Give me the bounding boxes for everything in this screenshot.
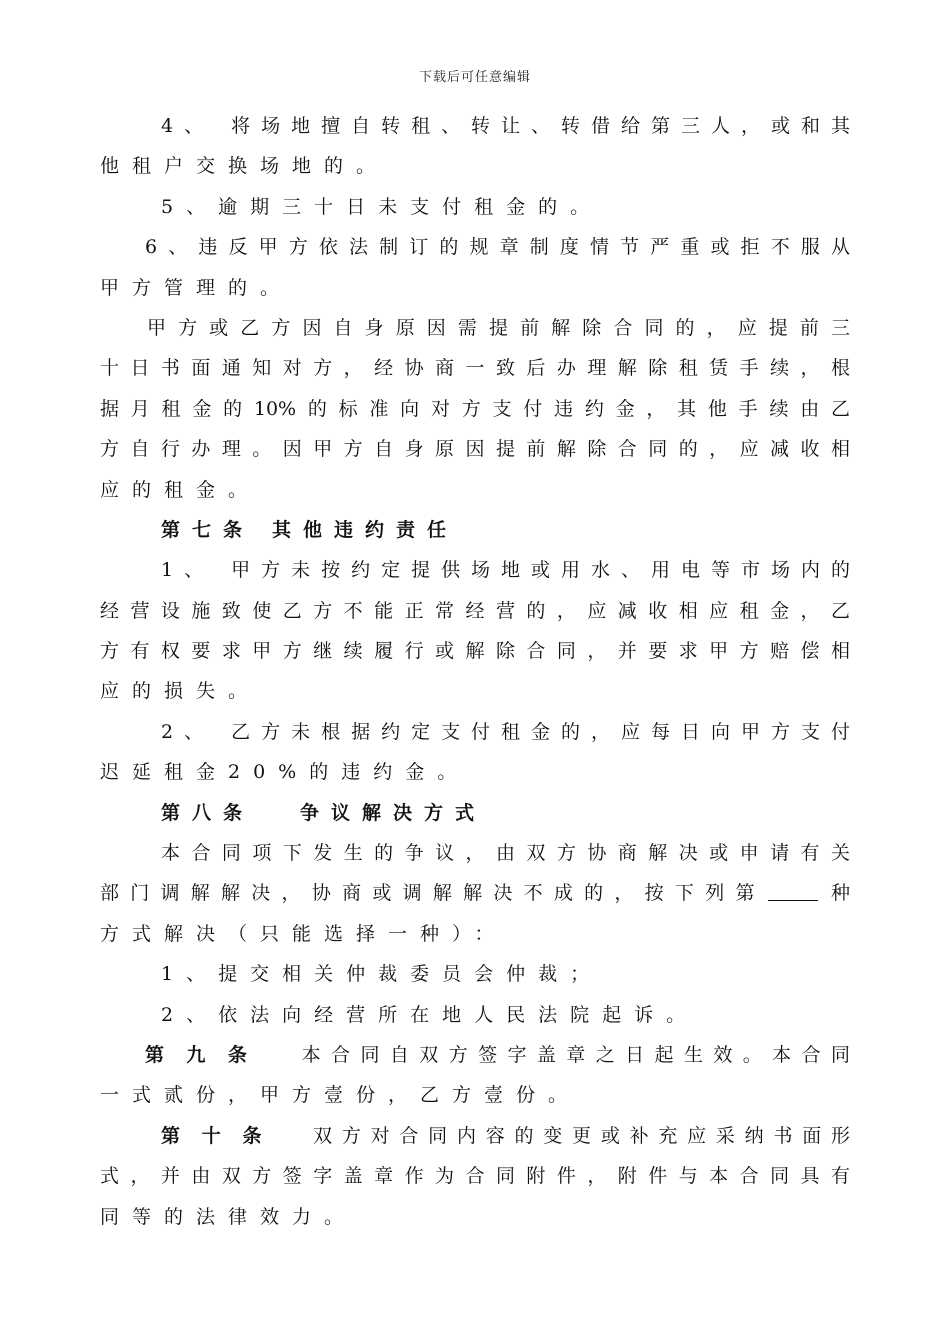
article-8-title: 争议解决方式 xyxy=(300,801,487,824)
termination-paragraph-line-3: 据月租金的10%的标准向对方支付违约金，其他手续由乙 xyxy=(100,397,850,420)
article-8-paragraph-line-2 xyxy=(100,873,850,913)
article-7-item-1-line-4: 应的损失。 xyxy=(100,680,261,703)
article-8-paragraph-line-3: 方式解决（只能选择一种）： xyxy=(100,922,507,945)
article-8-paragraph-line-1: 本合同项下发生的争议，由双方协商解决或申请有关 xyxy=(161,842,850,865)
dispute-option-1: 1、提交相关仲裁委员会仲裁； xyxy=(161,963,603,986)
clause-item-4-cont: 他租户交换场地的。 xyxy=(100,155,389,178)
dispute-option-2: 2、依法向经营所在地人民法院起诉。 xyxy=(161,1003,699,1026)
article-7-heading xyxy=(100,510,850,550)
termination-paragraph-line-1: 甲方或乙方因自身原因需提前解除合同的，应提前三 xyxy=(147,316,850,339)
article-9-line-1 xyxy=(100,1035,850,1075)
article-10-line-2: 式，并由双方签字盖章作为合同附件，附件与本合同具有 xyxy=(100,1165,850,1188)
article-7-item-2: 2、 乙方未根据约定支付租金的，应每日向甲方支付 xyxy=(161,720,850,743)
article-9-text: 本合同自双方签字盖章之日起生效。本合同 xyxy=(291,1043,850,1066)
termination-paragraph-line-2: 十日书面通知对方，经协商一致后办理解除租赁手续，根 xyxy=(100,357,850,380)
page-header: 下载后可任意编辑 xyxy=(418,70,531,85)
clause-item-4: 4、 将场地擅自转租、转让、转借给第三人，或和其 xyxy=(161,115,850,137)
document-body xyxy=(100,106,850,1237)
termination-paragraph-line-4: 方自行办理。因甲方自身原因提前解除合同的，应减收相 xyxy=(100,438,850,461)
article-7-title: 其他违约责任 xyxy=(272,518,459,541)
article-8-label: 第八条 xyxy=(161,801,255,824)
clause-item-6-cont: 甲方管理的。 xyxy=(100,276,293,299)
article-7-label: 第七条 xyxy=(161,518,255,541)
article-9-label: 第九条 xyxy=(145,1043,270,1066)
clause-item-5: 5、逾期三十日未支付租金的。 xyxy=(161,195,603,218)
article-7-item-1-line-3: 方有权要求甲方继续履行或解除合同，并要求甲方赔偿相 xyxy=(100,640,850,663)
article-10-text: 双方对合同内容的变更或补充应采纳书面形 xyxy=(303,1124,850,1147)
article-9-line-2: 一式贰份，甲方壹份，乙方壹份。 xyxy=(100,1084,581,1107)
article-7-item-1-line-2: 经营设施致使乙方不能正常经营的，应减收相应租金，乙 xyxy=(100,599,850,622)
article-10-label: 第十条 xyxy=(161,1124,284,1147)
article-10-line-3: 同等的法律效力。 xyxy=(100,1205,357,1228)
article-7-item-1: 1、 甲方未按约定提供场地或用水、用电等市场内的 xyxy=(161,559,850,582)
choice-blank xyxy=(768,878,818,901)
article-10-line-1 xyxy=(100,1116,850,1156)
article-8-paragraph-line-2-end: 种 xyxy=(819,882,850,905)
article-7-item-2-line-2: 迟延租金20%的违约金。 xyxy=(100,761,470,784)
termination-paragraph-line-5: 应的租金。 xyxy=(100,478,261,501)
article-8-paragraph-line-2-text: 部门调解解决，协商或调解解决不成的，按下列第 xyxy=(100,882,766,905)
article-8-heading xyxy=(100,793,850,833)
clause-item-6: 6、违反甲方依法制订的规章制度情节严重或拒不服从 xyxy=(145,236,850,259)
